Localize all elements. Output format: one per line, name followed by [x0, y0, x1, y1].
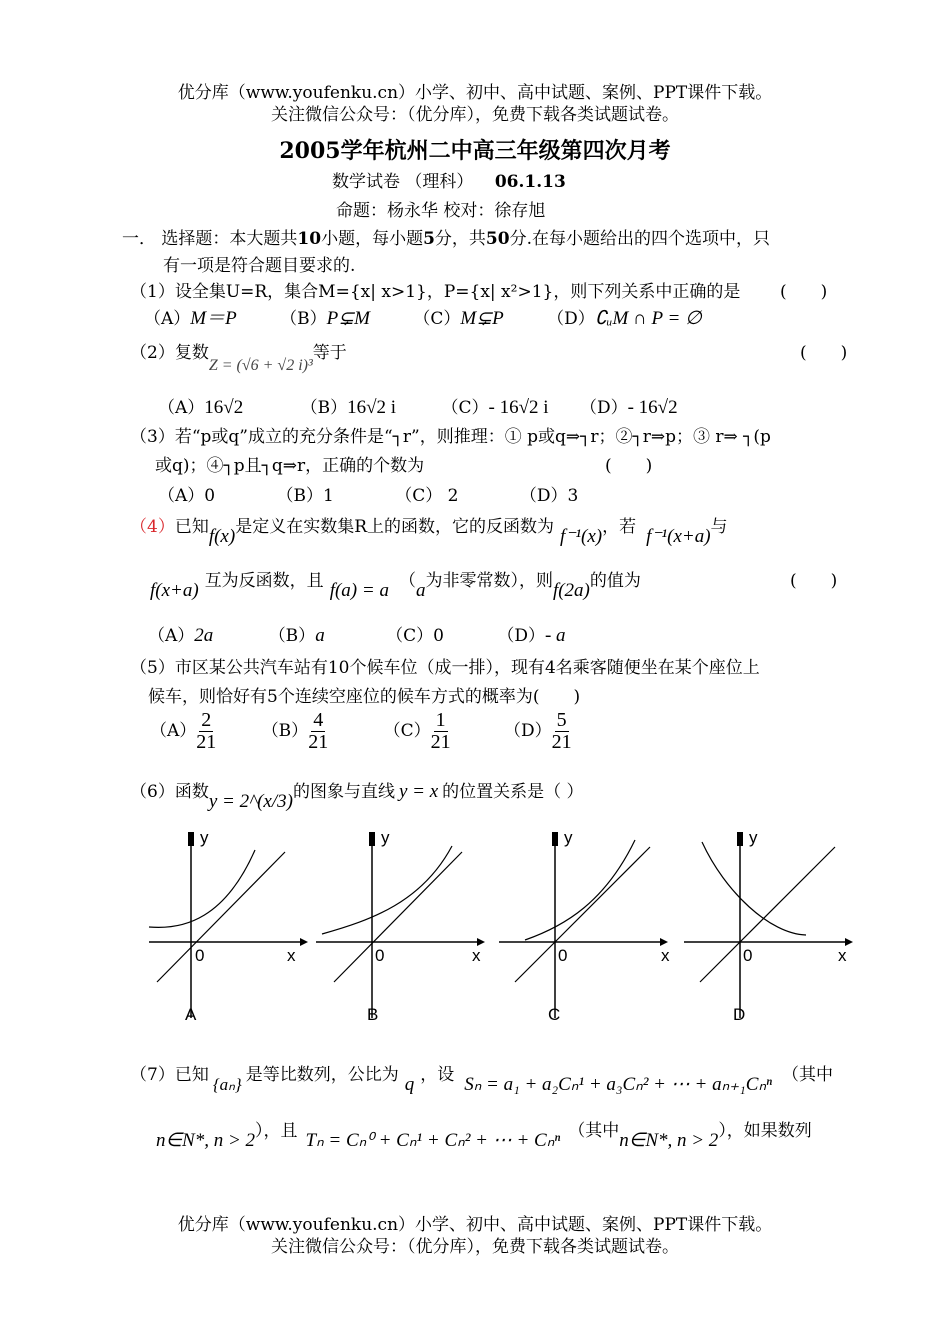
q6-graph-b-svg: [312, 822, 492, 1032]
q4-expr-2: f⁻¹(x): [560, 526, 603, 547]
section-intro: [122, 224, 770, 249]
q5-d-denominator: 21: [551, 731, 572, 753]
q2-option-d: - 16√2: [627, 397, 678, 418]
q4-option-c-label: （C）: [386, 626, 434, 646]
q3-options: [158, 481, 578, 506]
q3-option-c: （C） 2: [395, 486, 459, 506]
q5-c-denominator: 21: [430, 731, 451, 753]
q3-answer-paren: ( ): [605, 456, 653, 476]
q1-option-d: ∁ᵤM ∩ P = ∅: [594, 308, 702, 329]
q7-text-2: 是等比数列，公比为: [245, 1065, 399, 1085]
q7-text-5: ），且: [255, 1121, 298, 1141]
q6-graph-b-label: B: [367, 1005, 379, 1024]
q2-stem: [130, 338, 347, 374]
intro-text-d: 分.在每小题给出的四个选项中，只: [509, 229, 770, 249]
q5-option-a-label: （A）: [150, 721, 197, 741]
intro-points-each: 5: [423, 229, 435, 249]
q5-d-numerator: 5: [556, 709, 567, 731]
q6-graph-b-x-label: x: [472, 946, 481, 965]
q4-option-d: - a: [544, 625, 566, 646]
q2-option-a: 16√2: [204, 397, 244, 418]
q2-stem-b: 等于: [312, 343, 347, 363]
q7-text-7: ），如果数列: [718, 1121, 812, 1141]
header-line-1: 优分库（www.youfenku.cn）小学、初中、高中试题、案例、PPT课件下载。: [177, 83, 773, 103]
q6-graph-c-x-label: x: [661, 946, 670, 965]
q5-b-denominator: 21: [308, 731, 329, 753]
q1-option-c: M⊊P: [460, 308, 504, 329]
q4-text-1: 已知: [174, 517, 209, 537]
q6-graph-c-label: C: [548, 1005, 561, 1024]
q5-b-numerator: 4: [313, 709, 324, 731]
exam-subject: 数学试卷 （理科）: [332, 172, 474, 192]
q2-option-c-label: （C）: [441, 398, 489, 418]
q5-option-a: [196, 710, 216, 753]
q4-expr-6: a: [415, 580, 426, 601]
q7-line-2: [156, 1116, 812, 1151]
q4-option-b: a: [315, 625, 325, 646]
q6-graph-a-origin: 0: [195, 946, 205, 965]
q1-stem: （1）设全集U=R，集合M={x| x>1}，P={x| x²>1}，则下列关系中正确的是: [130, 282, 741, 302]
intro-text-c: 分，共: [434, 229, 486, 249]
q4-number: （4）: [130, 517, 175, 537]
q4-expr-4: f(x+a): [150, 580, 199, 601]
q6-function: y = 2^(x/3): [208, 791, 293, 812]
q6-graph-a-x-label: x: [287, 946, 296, 965]
q3-line-1: （3）若“p或q”成立的充分条件是“┐r”，则推理：① p或q⇒┐r；②┐r⇒p；③ r⇒ ┐(p: [130, 427, 771, 447]
q4-option-a: 2a: [194, 625, 214, 646]
q2-option-b-label: （B）: [300, 398, 348, 418]
q7-expr-1: {aₙ}: [212, 1075, 242, 1094]
q2-stem-a: （2）复数: [130, 343, 209, 363]
q2-expression: Z = (√6 + √2 i)³: [208, 357, 313, 374]
q4-text-6: （: [398, 571, 416, 591]
header-line-2: 关注微信公众号：（优分库），免费下载各类试题试卷。: [271, 105, 679, 125]
q6-graph-a: [145, 822, 315, 1032]
intro-text-a: 一． 选择题：本大题共: [122, 229, 298, 249]
q2-option-b: 16√2 i: [347, 397, 397, 418]
q1-option-c-label: （C）: [413, 309, 461, 329]
q4-option-c: 0: [433, 626, 444, 646]
q4-option-b-label: （B）: [268, 626, 316, 646]
q7-expr-4: n∈N*, n > 2: [156, 1130, 256, 1151]
q7-expr-2: q: [404, 1074, 415, 1095]
q1-answer-paren: ( ): [780, 282, 828, 302]
q7-text-3: ，设: [420, 1065, 455, 1085]
q6-graph-a-svg: [145, 822, 315, 1032]
q4-options: [148, 621, 566, 647]
q6-graph-a-y-label: y: [200, 828, 209, 847]
q2-option-a-label: （A）: [158, 398, 205, 418]
q5-option-b: [308, 710, 328, 753]
exam-authors: 命题：杨永华 校对：徐存旭: [336, 201, 546, 221]
q7-expr-3: Sₙ = a₁ + a₂Cₙ¹ + a₃Cₙ² + ⋯ + aₙ₊₁Cₙⁿ: [464, 1074, 773, 1095]
q7-text-4: （其中: [782, 1065, 834, 1085]
q7-text-1: （7）已知: [130, 1065, 209, 1085]
q5-option-c-label: （C）: [383, 721, 431, 741]
q1-option-d-label: （D）: [547, 309, 595, 329]
q6-text-1: （6）函数: [130, 782, 209, 802]
q7-expr-6: n∈N*, n > 2: [619, 1130, 719, 1151]
q5-option-c: [431, 710, 451, 753]
q6-graph-c-origin: 0: [558, 946, 568, 965]
q5-options: [150, 710, 572, 753]
q6-graph-d: [680, 822, 860, 1032]
q6-graph-c-y-label: y: [564, 828, 573, 847]
q4-line-2: [150, 566, 641, 601]
q6-graph-d-x-label: x: [838, 946, 847, 965]
q6-graph-b-y-label: y: [381, 828, 390, 847]
q4-text-2: 是定义在实数集R上的函数，它的反函数为: [235, 517, 555, 537]
q3-option-b: （B）1: [276, 486, 334, 506]
q2-option-c: - 16√2 i: [488, 397, 549, 418]
q5-a-numerator: 2: [201, 709, 212, 731]
q7-expr-5: Tₙ = Cₙ⁰ + Cₙ¹ + Cₙ² + ⋯ + Cₙⁿ: [305, 1130, 561, 1151]
q5-c-numerator: 1: [435, 709, 446, 731]
q6-graph-b-origin: 0: [375, 946, 385, 965]
q6-graph-b: [312, 822, 492, 1032]
q1-option-b: P⊊M: [326, 308, 370, 329]
intro-points-total: 50: [485, 229, 510, 249]
q6-text-3: 的位置关系是（ ）: [442, 782, 584, 802]
q1-options: [144, 303, 702, 330]
exam-title: 2005学年杭州二中高三年级第四次月考: [279, 138, 671, 164]
exam-date: 06.1.13: [494, 172, 566, 192]
q7-line-1: [130, 1060, 834, 1095]
q1-option-b-label: （B）: [280, 309, 327, 329]
q4-text-5: 互为反函数，且: [204, 571, 324, 591]
q4-answer-paren: ( ): [790, 571, 838, 591]
q4-text-8: 的值为: [589, 571, 641, 591]
q3-option-a: （A）0: [158, 486, 216, 506]
q3-option-d: （D）3: [519, 486, 579, 506]
q4-option-d-label: （D）: [497, 626, 545, 646]
q5-option-d: [552, 710, 572, 753]
q2-option-d-label: （D）: [579, 398, 628, 418]
q1-option-a: M＝P: [190, 308, 237, 329]
footer-line-2: 关注微信公众号：（优分库），免费下载各类试题试卷。: [271, 1237, 679, 1257]
footer-line-1: 优分库（www.youfenku.cn）小学、初中、高中试题、案例、PPT课件下载。: [177, 1215, 773, 1235]
q4-text-4: 与: [710, 517, 728, 537]
exam-subtitle: [332, 167, 566, 192]
q6-graph-d-label: D: [733, 1005, 746, 1024]
q1-option-a-label: （A）: [144, 309, 191, 329]
q4-text-3: ，若: [602, 517, 637, 537]
q4-expr-5: f(a) = a: [329, 580, 389, 601]
intro-text-b: 小题，每小题: [321, 229, 424, 249]
q6-graph-d-y-label: y: [749, 828, 758, 847]
q6-graph-a-label: A: [185, 1005, 197, 1024]
intro-count: 10: [297, 229, 322, 249]
q6-graph-d-svg: [680, 822, 860, 1032]
q6-graph-c: [495, 822, 675, 1032]
q2-answer-paren: ( ): [800, 343, 848, 363]
q4-expr-1: f(x): [208, 526, 236, 547]
q6-line: y = x: [398, 781, 439, 802]
q4-expr-7: f(2a): [552, 580, 590, 601]
q5-a-denominator: 21: [196, 731, 217, 753]
q6-text-2: 的图象与直线: [292, 782, 395, 802]
q4-text-7: 为非零常数），则: [425, 571, 553, 591]
q3-line-2: 或q)；④┐p且┐q⇒r，正确的个数为: [155, 456, 425, 476]
q5-line-2: 候车，则恰好有5个连续空座位的候车方式的概率为( ): [148, 687, 581, 707]
section-intro-line2: 有一项是符合题目要求的.: [163, 256, 356, 276]
q2-options: [158, 393, 678, 419]
q4-line-1: [130, 512, 728, 547]
q6-graph-d-origin: 0: [743, 946, 753, 965]
q4-expr-3: f⁻¹(x+a): [646, 526, 711, 547]
q5-option-b-label: （B）: [261, 721, 309, 741]
q6-stem: [130, 777, 584, 812]
q5-option-d-label: （D）: [504, 721, 552, 741]
q7-text-6: （其中: [568, 1121, 620, 1141]
q5-line-1: （5）市区某公共汽车站有10个候车位（成一排），现有4名乘客随便坐在某个座位上: [130, 658, 760, 678]
q4-option-a-label: （A）: [148, 626, 195, 646]
q6-graph-c-svg: [495, 822, 675, 1032]
